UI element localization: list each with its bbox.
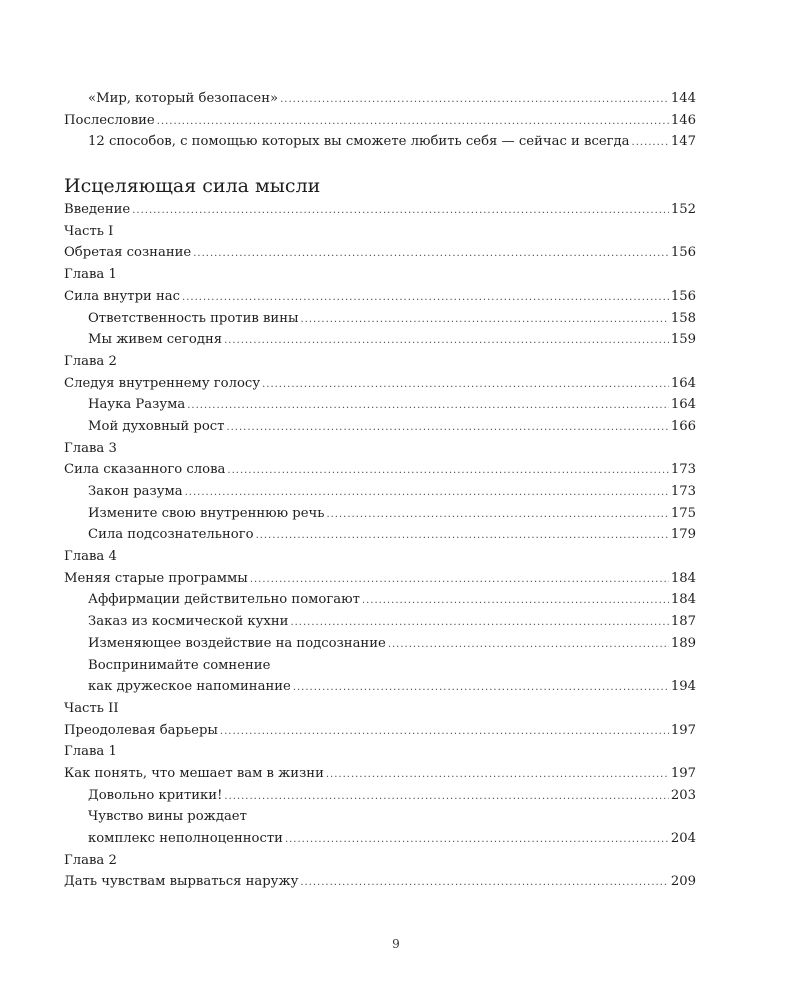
toc-entry-page: 175	[670, 505, 696, 521]
toc-dot-leader	[362, 590, 669, 612]
toc-entry-title: Наука Разума	[88, 397, 186, 413]
toc-entry-title: «Мир, который безопасен»	[88, 91, 279, 106]
toc-entry	[64, 850, 696, 872]
toc-dot-leader	[193, 243, 669, 265]
toc-entry-title: Измените свою внутреннюю речь	[88, 505, 325, 521]
toc-dot-leader	[300, 872, 668, 894]
toc-entry-title: Глава 1	[64, 744, 117, 760]
toc-dot-leader	[293, 677, 669, 699]
toc-entry-title: Как понять, что мешает вам в жизни	[64, 765, 324, 781]
toc-entry-title: Воспринимайте сомнение	[88, 657, 271, 673]
toc-entry	[64, 351, 696, 373]
toc-entry-title: Закон разума	[88, 484, 183, 499]
toc-entry-page: 194	[670, 679, 696, 695]
toc-entry-page: 184	[670, 570, 696, 586]
toc-entry	[64, 131, 696, 153]
toc-entry-title: Часть II	[64, 700, 119, 716]
toc-entry	[64, 828, 696, 850]
toc-entry	[64, 221, 696, 243]
toc-entry	[64, 720, 696, 742]
toc-entry	[64, 416, 696, 438]
toc-entry	[64, 763, 696, 785]
toc-entry-page: 146	[670, 112, 696, 128]
toc-entry-page: 156	[670, 245, 696, 261]
toc-entry	[64, 589, 696, 611]
toc-entry-page: 147	[670, 134, 696, 150]
toc-entry	[64, 308, 696, 330]
toc-entry-title: Следуя внутреннему голосу	[64, 375, 261, 391]
toc-entry-title: Мой духовный рост	[88, 418, 225, 434]
toc-entry	[64, 568, 696, 590]
toc-entry-page: 164	[670, 397, 696, 413]
toc-entry	[64, 242, 696, 264]
toc-entry-title: Глава 1	[64, 267, 117, 283]
toc-entry-title: Сила сказанного слова	[64, 462, 226, 478]
toc-entry-title: Аффирмации действительно помогают	[88, 592, 360, 608]
toc-main-list	[64, 199, 696, 893]
toc-dot-leader	[285, 829, 669, 851]
toc-top-list	[64, 88, 696, 153]
toc-entry-page: 164	[670, 375, 696, 391]
toc-entry-page: 173	[670, 484, 696, 499]
toc-entry-title: Мы живем сегодня	[88, 332, 223, 348]
toc-entry	[64, 481, 696, 503]
toc-entry-page: 156	[670, 288, 696, 304]
toc-entry-page: 152	[670, 202, 696, 218]
toc-entry-title: Дать чувствам вырваться наружу	[64, 874, 299, 890]
toc-entry-page: 179	[670, 527, 696, 543]
toc-entry-title: Глава 2	[64, 852, 117, 868]
toc-dot-leader	[301, 309, 669, 331]
toc-entry	[64, 698, 696, 720]
toc-dot-leader	[388, 634, 669, 656]
toc-dot-leader	[182, 287, 669, 309]
toc-entry	[64, 871, 696, 893]
toc-dot-leader	[227, 460, 668, 482]
toc-dot-leader	[220, 721, 669, 743]
toc-entry-title: Часть I	[64, 223, 114, 239]
toc-dot-leader	[185, 482, 669, 504]
toc-entry	[64, 88, 696, 110]
toc-entry-page: 159	[670, 332, 696, 348]
toc-entry-title: Преодолевая барьеры	[64, 722, 218, 738]
toc-dot-leader	[632, 132, 669, 154]
page-number: 9	[392, 937, 400, 951]
toc-entry	[64, 264, 696, 286]
toc-entry-title: комплекс неполноценности	[88, 831, 283, 846]
toc-entry-title: Чувство вины рождает	[88, 809, 247, 825]
toc-entry-page: 204	[670, 831, 696, 846]
toc-entry-page: 166	[670, 418, 696, 434]
toc-entry	[64, 329, 696, 351]
toc-entry-title: Изменяющее воздействие на подсознание	[88, 635, 386, 651]
toc-dot-leader	[132, 200, 669, 222]
section-title: Исцеляющая сила мысли	[64, 175, 321, 198]
toc-entry	[64, 373, 696, 395]
toc-entry	[64, 503, 696, 525]
toc-dot-leader	[280, 89, 669, 111]
toc-entry-title: 12 способов, с помощью которых вы сможете любить себя — сейчас и всегда	[88, 134, 630, 150]
toc-entry-title: Глава 4	[64, 549, 117, 565]
toc-entry	[64, 785, 696, 807]
toc-entry-title: Сила подсознательного	[88, 527, 254, 543]
toc-entry	[64, 286, 696, 308]
toc-entry	[64, 676, 696, 698]
toc-entry	[64, 655, 696, 677]
toc-dot-leader	[157, 111, 669, 133]
toc-dot-leader	[256, 525, 669, 547]
toc-entry-title: Введение	[64, 202, 131, 218]
toc-entry-title: Заказ из космической кухни	[88, 614, 289, 630]
toc-entry-title: Ответственность против вины	[88, 310, 299, 326]
toc-dot-leader	[224, 786, 668, 808]
toc-entry-page: 158	[670, 310, 696, 326]
toc-entry	[64, 438, 696, 460]
toc-dot-leader	[226, 417, 668, 439]
toc-entry-title: Глава 3	[64, 440, 117, 456]
toc-entry	[64, 394, 696, 416]
toc-dot-leader	[262, 374, 669, 396]
toc-entry-page: 197	[670, 765, 696, 781]
toc-entry-title: Довольно критики!	[88, 787, 223, 803]
toc-entry	[64, 741, 696, 763]
toc-entry-page: 197	[670, 722, 696, 738]
toc-entry-title: Меняя старые программы	[64, 570, 248, 586]
toc-entry-page: 144	[670, 91, 696, 106]
toc-entry	[64, 524, 696, 546]
toc-dot-leader	[224, 330, 669, 352]
toc-entry	[64, 199, 696, 221]
table-of-contents	[64, 88, 696, 893]
toc-dot-leader	[250, 569, 669, 591]
toc-entry-title: Обретая сознание	[64, 245, 192, 261]
toc-dot-leader	[290, 612, 668, 634]
toc-entry	[64, 633, 696, 655]
toc-dot-leader	[326, 504, 668, 526]
toc-entry-page: 189	[670, 635, 696, 651]
toc-entry-page: 187	[670, 614, 696, 630]
toc-entry-page: 184	[670, 592, 696, 608]
toc-entry	[64, 806, 696, 828]
toc-entry-title: Послесловие	[64, 112, 155, 128]
toc-entry-page: 209	[670, 874, 696, 890]
toc-entry-title: как дружеское напоминание	[88, 679, 291, 695]
toc-entry	[64, 110, 696, 132]
toc-entry-title: Сила внутри нас	[64, 288, 181, 304]
toc-entry	[64, 546, 696, 568]
toc-dot-leader	[326, 764, 669, 786]
toc-entry-page: 203	[670, 787, 696, 803]
toc-entry	[64, 611, 696, 633]
toc-entry	[64, 459, 696, 481]
toc-entry-page: 173	[670, 462, 696, 478]
toc-dot-leader	[187, 395, 669, 417]
toc-entry-title: Глава 2	[64, 353, 117, 369]
